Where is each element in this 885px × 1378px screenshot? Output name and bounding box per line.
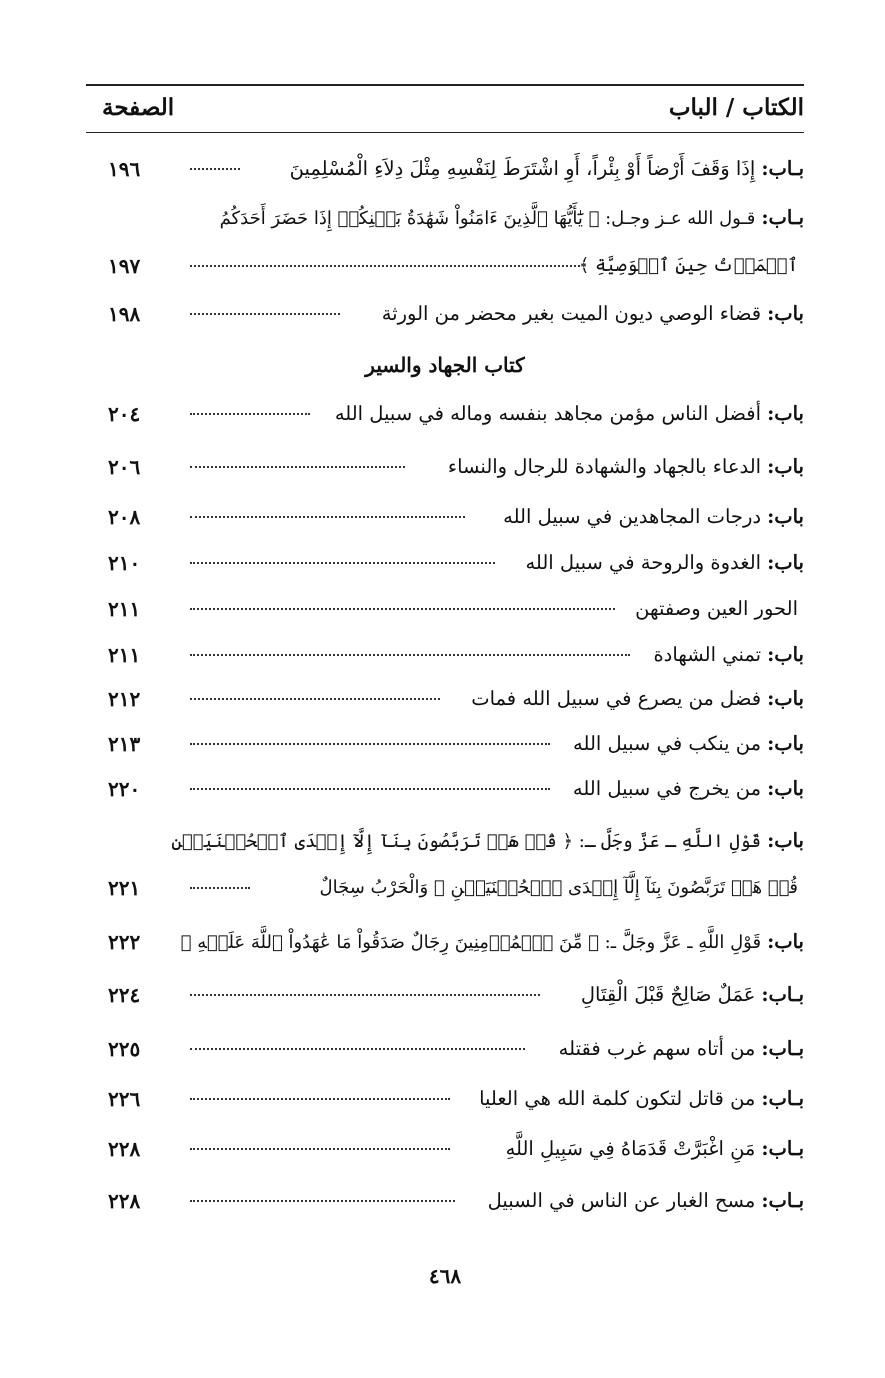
- entry-page: ٢٠٤: [108, 402, 141, 426]
- entry-title: الدعاء بالجهاد والشهادة للرجال والنساء: [447, 455, 762, 478]
- entry-title: قَوْلِ اللَّهِ ـ عَزَّ وجَلَّ ـ: ﴿ قُلۡ هَلۡ تَرَبَّصُونَ بِنَآ إِلَّآ إِحۡدَى ٱلۡحُسۡنَيَيۡنِ: [171, 831, 762, 852]
- entry-title: عَمَلٌ صَالِحٌ قَبْلَ الْقِتَالِ: [580, 983, 756, 1006]
- entry-title: ٱلۡمَوۡتُ حِينَ ٱلۡوَصِيَّةِ ﴾: [578, 255, 798, 276]
- entry-label: بـاب:: [761, 206, 804, 229]
- entry-title: مسح الغبار عن الناس في السبيل: [487, 1189, 756, 1212]
- leader-dots: [190, 265, 580, 267]
- entry-title: الحور العين وصفتهن: [635, 597, 798, 620]
- entry-page: ٢٢٢: [108, 930, 141, 954]
- entry-title: من أتاه سهم غرب فقتله: [558, 1037, 756, 1060]
- entry-page: ١٩٦: [108, 157, 141, 181]
- entry-label: باب:: [767, 687, 804, 710]
- entry-page: ٢٢٨: [108, 1189, 141, 1213]
- entry-title: درجات المجاهدين في سبيل الله: [503, 505, 762, 528]
- entry-label: باب:: [767, 930, 804, 953]
- section-title: كتاب الجهاد والسير: [365, 353, 525, 377]
- entry-page: ١٩٨: [108, 302, 141, 326]
- table-header: [86, 94, 804, 124]
- entry-title: مَنِ اغْبَرَّتْ قَدَمَاهُ فِي سَبِيلِ اللَّهِ: [505, 1137, 756, 1160]
- entry-label: باب:: [767, 551, 804, 574]
- top-rule: [86, 84, 804, 86]
- entry-title: من قاتل لتكون كلمة الله هي العليا: [479, 1087, 756, 1110]
- leader-dots: [190, 413, 310, 415]
- entry-page: ١٩٧: [108, 254, 141, 278]
- entry-label: بـاب:: [761, 983, 804, 1006]
- entry-page: ٢١٣: [108, 732, 141, 756]
- entry-title: قـول الله عـز وجـل: ﴿ يَٰٓأَيُّهَا ٱلَّذِينَ ءَامَنُواْ شَهَٰدَةُ بَيۡنِكُمۡ إِذَا حَضَرَ أَحَدَكُمُ: [219, 208, 756, 229]
- entry-label: باب:: [767, 643, 804, 666]
- leader-dots: [190, 313, 340, 315]
- entry-page: ٢٢٨: [108, 1137, 141, 1161]
- entry-page: ٢٢٠: [108, 777, 141, 801]
- entry-page: ٢١١: [108, 597, 141, 621]
- leader-dots: [190, 698, 440, 700]
- entry-title: أفضل الناس مؤمن مجاهد بنفسه وماله في سبيل الله: [334, 402, 762, 425]
- entry-page: ٢٢٦: [108, 1087, 141, 1111]
- entry-page: ٢٢٥: [108, 1037, 141, 1061]
- entry-label: باب:: [767, 732, 804, 755]
- leader-dots: [190, 562, 495, 564]
- leader-dots: [190, 1048, 525, 1050]
- leader-dots: [190, 168, 240, 170]
- entry-title: من ينكب في سبيل الله: [573, 732, 762, 755]
- entry-page: ٢٠٦: [108, 455, 141, 479]
- header-page: الصفحة: [102, 94, 175, 121]
- entry-page: ٢٢٤: [108, 983, 141, 1007]
- leader-dots: [190, 608, 615, 610]
- entry-title: قضاء الوصي ديون الميت بغير محضر من الورثة: [381, 302, 762, 325]
- entry-label: باب:: [767, 505, 804, 528]
- entry-page: ٢٠٨: [108, 505, 141, 529]
- entry-title: قَوْلِ اللَّهِ ـ عَزَّ وجَلَّ ـ: ﴿ مِّنَ ٱلۡمُؤۡمِنِينَ رِجَالٌ صَدَقُواْ مَا عَٰهَدُواْ ٱللَّهَ عَلَيۡهِ ﴾: [180, 932, 762, 953]
- entry-label: بـاب:: [761, 157, 804, 180]
- leader-dots: [190, 1200, 455, 1202]
- entry-label: بـاب:: [761, 1137, 804, 1160]
- entry-page: ٢١٢: [108, 687, 141, 711]
- header-rule: [86, 132, 804, 133]
- entry-label: بـاب:: [761, 1037, 804, 1060]
- leader-dots: [190, 743, 550, 745]
- entry-page: ٢١١: [108, 643, 141, 667]
- entry-title: الغدوة والروحة في سبيل الله: [525, 551, 762, 574]
- leader-dots: [190, 654, 630, 656]
- entry-page: ٢٢١: [108, 876, 141, 900]
- entry-label: باب:: [767, 777, 804, 800]
- leader-dots: [190, 1098, 450, 1100]
- leader-dots: [190, 1148, 450, 1150]
- entry-label: بـاب:: [761, 1087, 804, 1110]
- leader-dots: [190, 887, 250, 889]
- entry-label: باب:: [767, 402, 804, 425]
- entry-label: باب:: [767, 455, 804, 478]
- leader-dots: [190, 788, 550, 790]
- entry-title: إِذَا وَقَفَ أَرْضاً أَوْ بِئْراً، أَوِ اشْتَرَطَ لِنَفْسِهِ مِثْلَ دِلاَءِ الْمُسْلِمِينَ: [289, 157, 756, 180]
- leader-dots: [190, 466, 405, 468]
- entry-title: قُلۡ هَلۡ تَرَبَّصُونَ بِنَآ إِلَّآ إِحۡدَى ٱلۡحُسۡنَيَيۡنِ ﴾ وَالْحَرْبُ سِجَالٌ: [319, 877, 798, 898]
- leader-dots: [190, 994, 540, 996]
- entry-label: باب:: [767, 302, 804, 325]
- entry-label: بـاب:: [761, 1189, 804, 1212]
- leader-dots: [190, 516, 465, 518]
- entry-title: تمني الشهادة: [653, 643, 762, 666]
- entry-label: باب:: [767, 829, 804, 852]
- entry-title: فضل من يصرع في سبيل الله فمات: [471, 687, 762, 710]
- page-number: ٤٦٨: [428, 1264, 462, 1288]
- entry-title: من يخرج في سبيل الله: [572, 777, 762, 800]
- header-book-chapter: الكتاب / الباب: [668, 94, 804, 121]
- entry-page: ٢١٠: [108, 551, 141, 575]
